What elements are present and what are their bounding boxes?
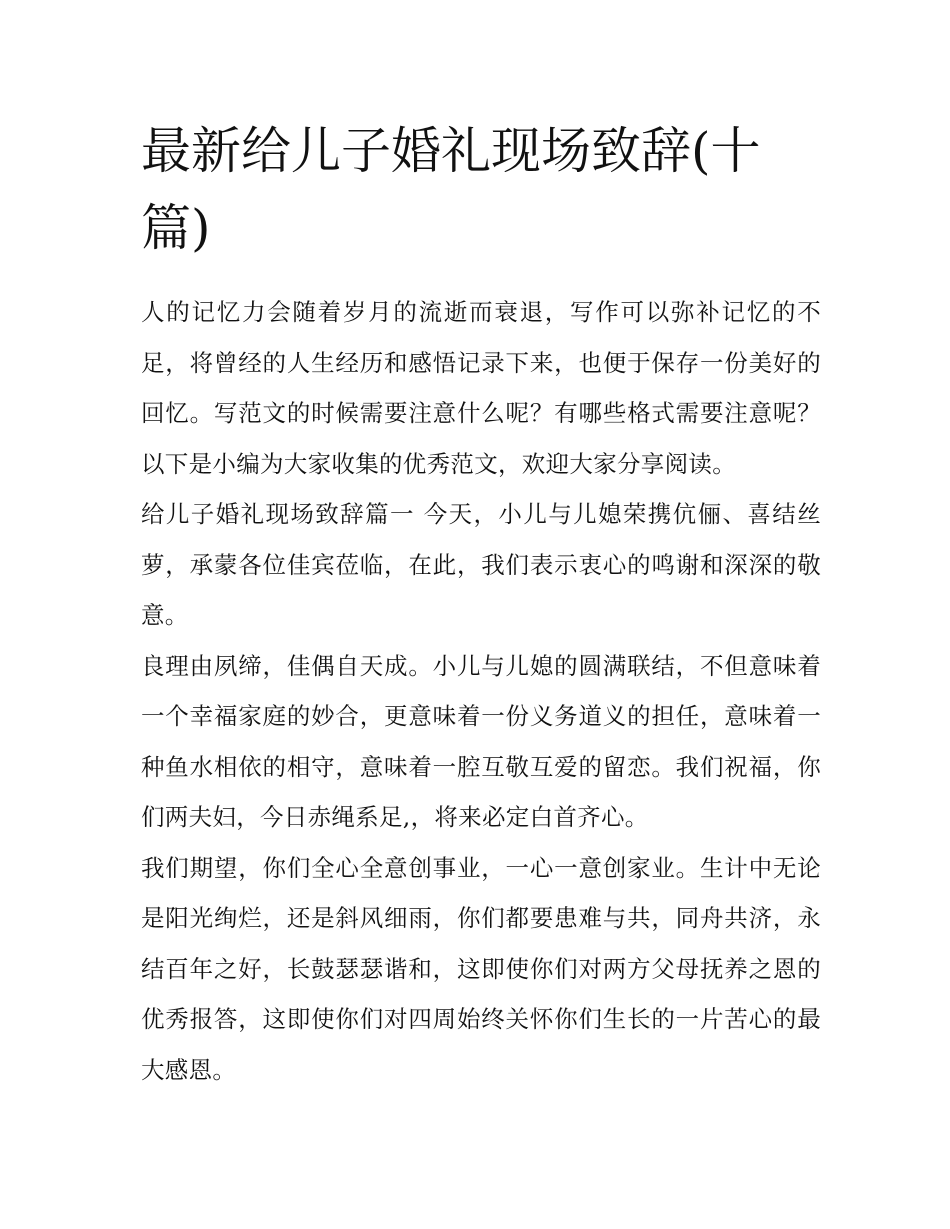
document-title: 最新给儿子婚礼现场致辞(十篇) — [141, 122, 761, 257]
paragraph-3: 我们期望，你们全心全意创事业，一心一意创家业。生计中无论是阳光绚烂，还是斜风细雨，你们都要患难与共，同舟共济，永结百年之好，长鼓瑟瑟谐和，这即使你们对两方父母抚养之恩的优秀报答，这即使你们对四周始终关怀你们生长的一片苦心的最大感恩。 — [141, 853, 821, 1084]
document-page — [141, 113, 821, 1095]
paragraph-1: 给儿子婚礼现场致辞篇一 今天，小儿与儿媳荣携伉俪、喜结丝萝，承蒙各位佳宾莅临，在此，我们表示衷心的鸣谢和深深的敬意。 — [141, 500, 821, 629]
paragraph-intro: 人的记忆力会随着岁月的流逝而衰退，写作可以弥补记忆的不足，将曾经的人生经历和感悟记录下来，也便于保存一份美好的回忆。写范文的时候需要注意什么呢？有哪些格式需要注意呢？以下是小编为大家收集的优秀范文，欢迎大家分享阅读。 — [141, 298, 821, 478]
paragraph-2: 良理由夙缔，佳偶自天成。小儿与儿媳的圆满联结，不但意味着一个幸福家庭的妙合，更意味着一份义务道义的担任，意味着一种鱼水相依的相守，意味着一腔互敬互爱的留恋。我们祝福，你们两夫妇，今日赤绳系足,，将来必定白首齐心。 — [141, 651, 821, 831]
